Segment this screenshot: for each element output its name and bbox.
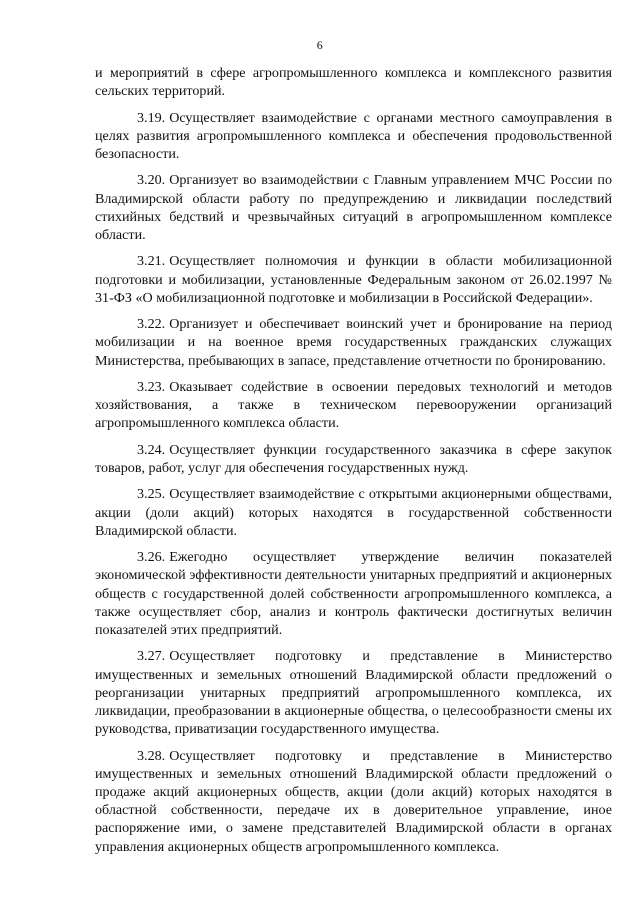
paragraph-3-22	[95, 315, 612, 370]
paragraph-number: 3.21.	[137, 253, 166, 270]
paragraph-number: 3.26.	[137, 549, 166, 566]
paragraph-text: Осуществляет полномочия и функции в области мобилизационной подготовки и мобилизации, установленные Федеральным законом от 26.02.1997 № 31-ФЗ «О мобилизационной подготовке и мобилизации в Российской Федерации».	[95, 253, 612, 306]
paragraph-3-27	[95, 647, 612, 738]
paragraph-3-26	[95, 548, 612, 639]
paragraph-number: 3.25.	[137, 486, 166, 503]
paragraph-number: 3.24.	[137, 441, 166, 458]
paragraph-text: Организует и обеспечивает воинский учет и бронирование на период мобилизации и на военное время государственных гражданских служащих Министерства, пребывающих в запасе, представление отчетности по бронированию.	[95, 316, 612, 369]
paragraph-3-25	[95, 485, 612, 540]
paragraph-3-28	[95, 747, 612, 856]
page-number: 6	[316, 38, 324, 52]
paragraph-text: Ежегодно осуществляет утверждение величин показателей экономической эффективности деятельности унитарных предприятий и акционерных обществ с государственной долей собственности агропромышленного комплекса, а также осуществляет сбор, анализ и контроль фактически достигнутых величин показателей этих предприятий.	[95, 549, 612, 638]
paragraph-number: 3.23.	[137, 378, 166, 395]
paragraph-text: Организует во взаимодействии с Главным управлением МЧС России по Владимирской области работу по предупреждению и ликвидации последствий стихийных бедствий и чрезвычайных ситуаций в агропромышленном комплексе области.	[95, 172, 612, 243]
paragraph-number: 3.22.	[137, 316, 166, 333]
paragraph-text: Осуществляет взаимодействие с органами местного самоуправления в целях развития агропромышленного комплекса и обеспечения продовольственной безопасности.	[95, 109, 612, 162]
paragraph-3-20	[95, 171, 612, 244]
paragraph-number: 3.20.	[137, 172, 166, 189]
paragraph-number: 3.27.	[137, 648, 166, 665]
paragraph-3-21	[95, 252, 612, 307]
paragraph-3-19	[95, 109, 612, 164]
paragraph-text: Осуществляет подготовку и представление в Министерство имущественных и земельных отношений Владимирской области предложений о продаже акций акционерных обществ, акции (доли акций) которых находятся в областной собственности, передаче их в доверительное управление, иное распоряжение ими, о замене представителей Владимирской области в органах управления акционерных обществ агропромышленного комплекса.	[95, 747, 612, 855]
document-body	[95, 64, 612, 864]
paragraph-continuation	[95, 64, 612, 100]
paragraph-text: и мероприятий в сфере агропромышленного комплекса и комплексного развития сельских территорий.	[95, 65, 612, 100]
paragraph-number: 3.28.	[137, 747, 166, 764]
paragraph-number: 3.19.	[137, 109, 166, 126]
paragraph-3-23	[95, 378, 612, 433]
paragraph-text: Осуществляет взаимодействие с открытыми акционерными обществами, акции (доли акций) которых находятся в государственной собственности Владимирской области.	[95, 486, 612, 539]
paragraph-text: Осуществляет функции государственного заказчика в сфере закупок товаров, работ, услуг для обеспечения государственных нужд.	[95, 441, 612, 476]
paragraph-text: Оказывает содействие в освоении передовых технологий и методов хозяйствования, а также в техническом перевооружении организаций агропромышленного комплекса области.	[95, 378, 612, 432]
paragraph-text: Осуществляет подготовку и представление в Министерство имущественных и земельных отношений Владимирской области предложений о реорганизации унитарных предприятий агропромышленного комплекса, их ликвидации, преобразовании в акционерные общества, о целесообразности смены их руководства, приватизации государственного имущества.	[95, 648, 612, 738]
paragraph-3-24	[95, 441, 612, 477]
